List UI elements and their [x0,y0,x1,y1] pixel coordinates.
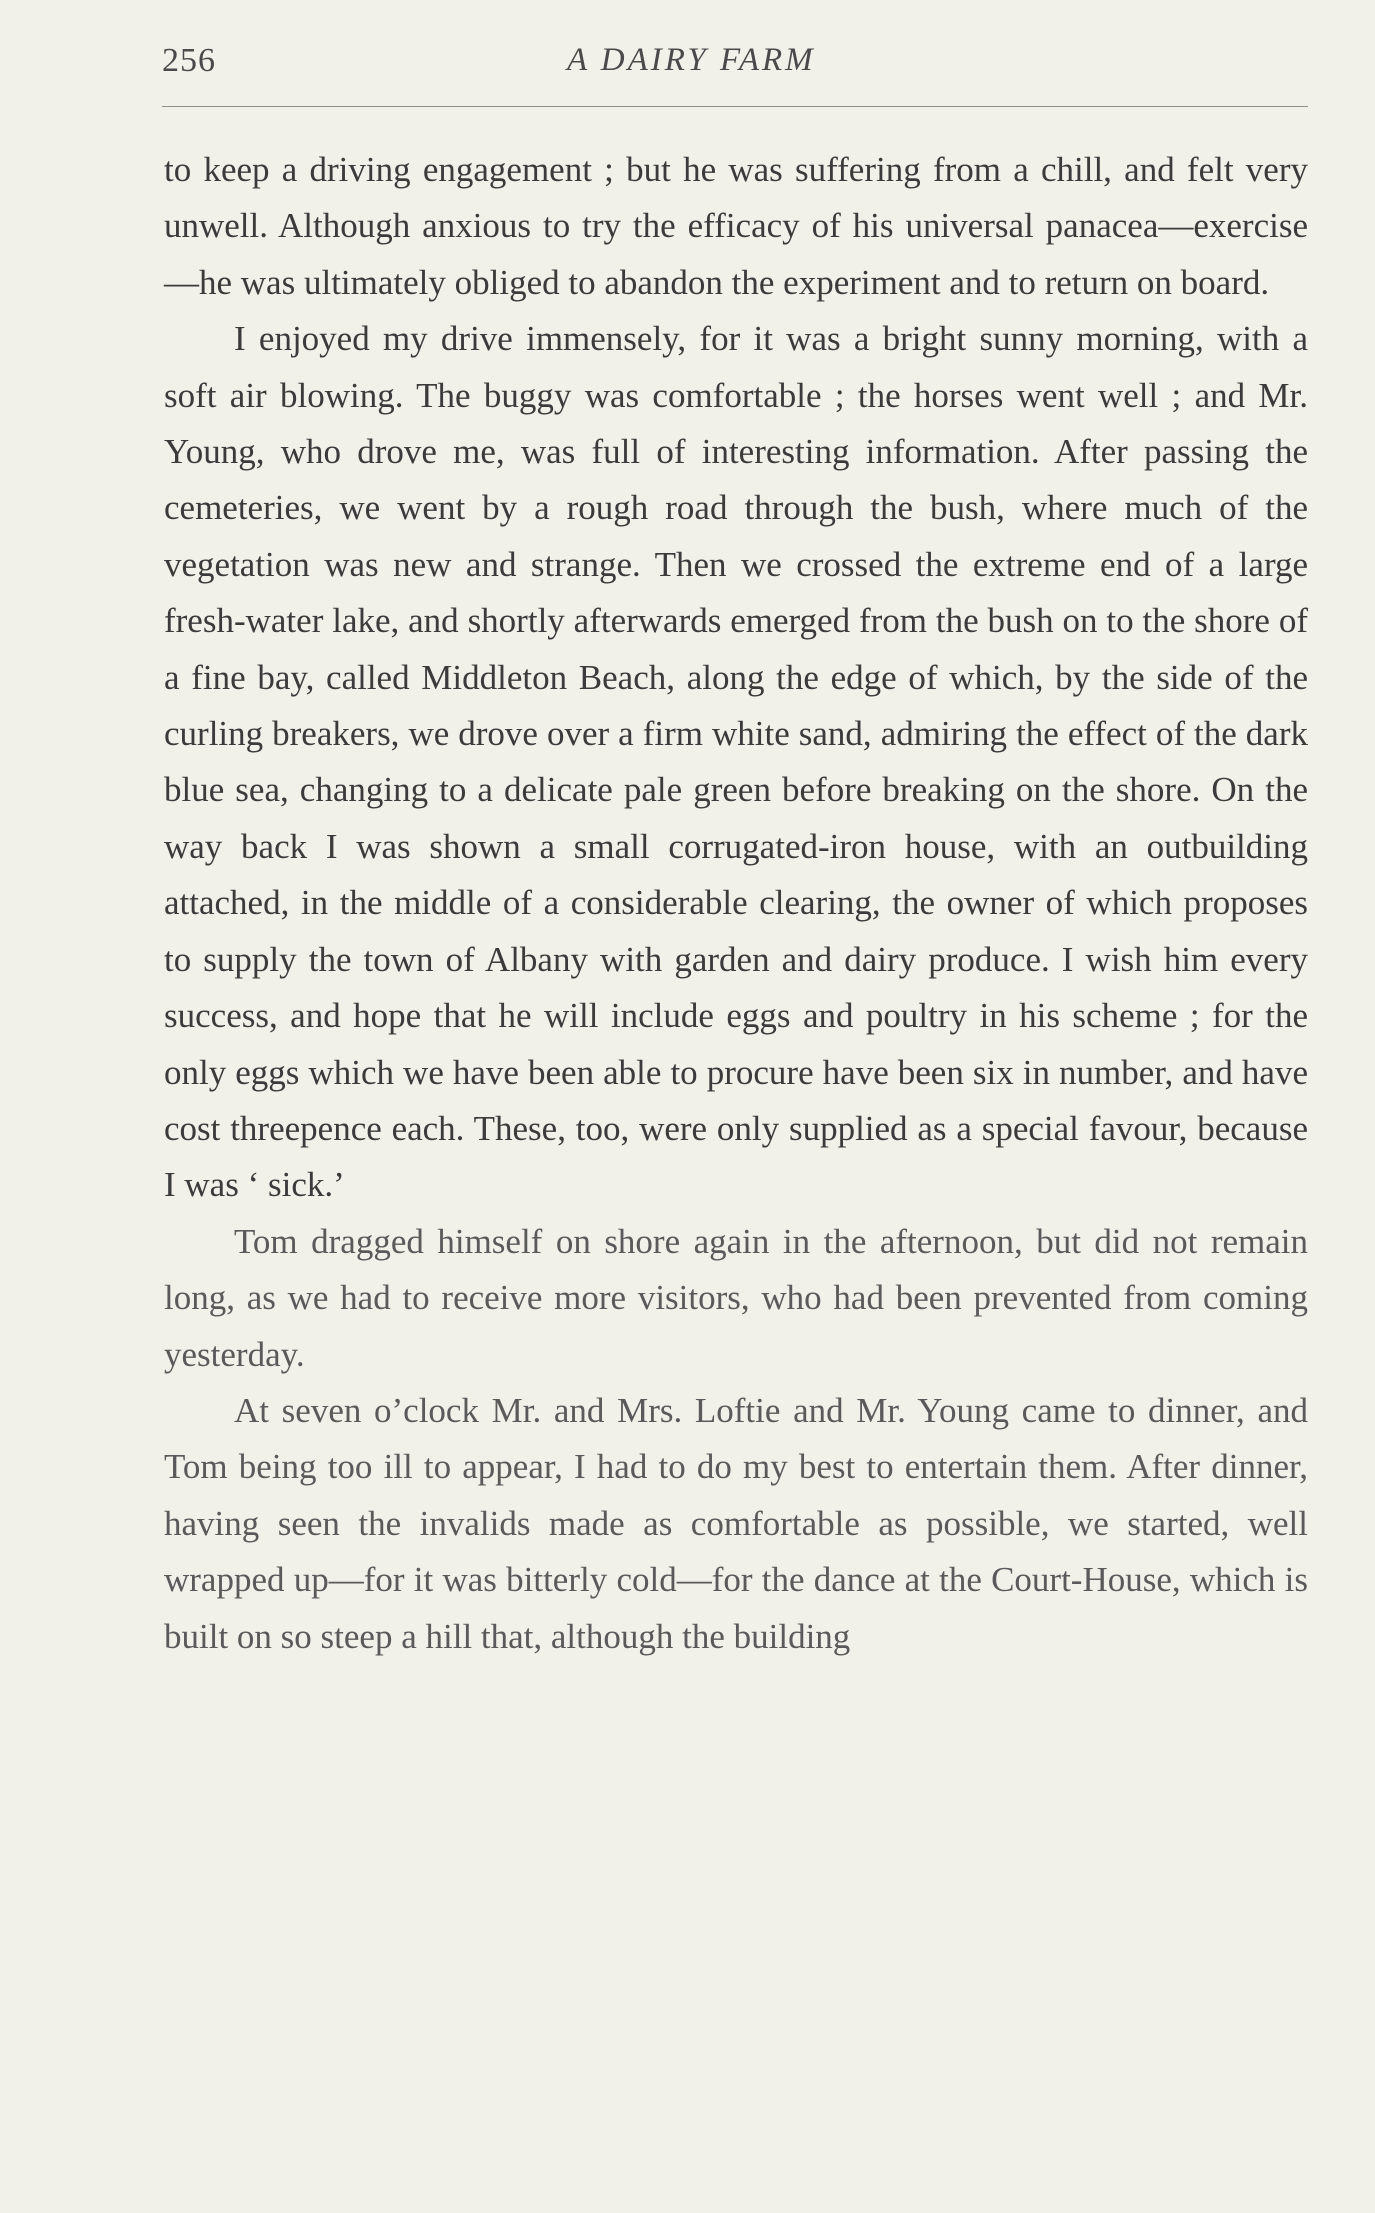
running-head [162,42,1310,92]
paragraph-dinner: At seven o’clock Mr. and Mrs. Loftie and Mr. Young came to dinner, and Tom being too ill to appear, I had to do my best to entertain them. After dinner, having seen the invalids made as comfortable as possible, we started, well wrapped up—for it was bitterly cold—for the dance at the Court-House, which is built on so steep a hill that, although the building [164,1390,1308,1656]
paragraph-continued: to keep a driving engagement ; but he was suffering from a chill, and felt very unwell. Although anxious to try the efficacy of his universal panacea—exercise—he was ultimately obliged to abandon the experiment and to return on board. [164,150,1308,302]
header-rule [162,106,1308,107]
paragraph-afternoon: Tom dragged himself on shore again in the afternoon, but did not remain long, as we had to receive more visitors, who had been prevented from coming yesterday. [164,1221,1308,1374]
running-title: A DAIRY FARM [567,42,816,78]
page-number: 256 [162,42,216,79]
paragraph-drive: I enjoyed my drive immensely, for it was a bright sunny morning, with a soft air blowing. The buggy was comfortable ; the horses went well ; and Mr. Young, who drove me, was full of interesting information. After passing the cemeteries, we went by a rough road through the bush, where much of the vegetation was new and strange. Then we crossed the extreme end of a large fresh-water lake, and shortly afterwards emerged from the bush on to the shore of a fine bay, called Middleton Beach, along the edge of which, by the side of the curling breakers, we drove over a firm white sand, admiring the effect of the dark blue sea, changing to a delicate pale green before breaking on the shore. On the way back I was shown a small corrugated-iron house, with an outbuilding attached, in the middle of a considerable clearing, the owner of which proposes to supply the town of Albany with garden and dairy produce. I wish him every success, and hope that he will include eggs and poultry in his scheme ; for the only eggs which we have been able to procure have been six in number, and have cost threepence each. These, too, were only supplied as a special favour, because I was ‘ sick.’ [164,319,1308,1205]
body-text [164,142,1308,1665]
